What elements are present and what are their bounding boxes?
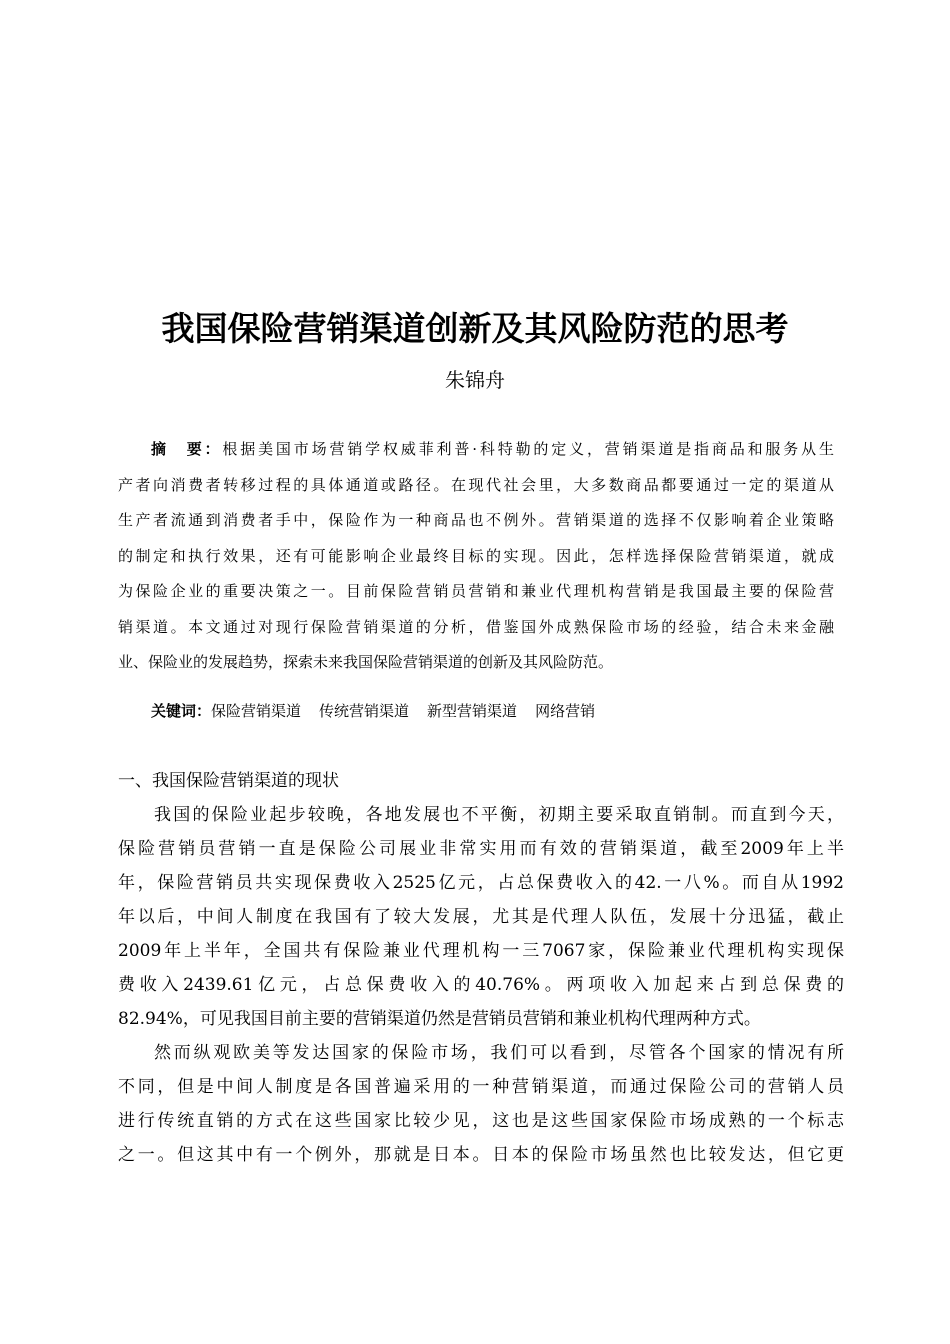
keywords-label: 关键词： bbox=[151, 702, 212, 720]
paragraph-line: 年，保险营销员共实现保费收入2525亿元，占总保费收入的42.一八%。而自从1992 bbox=[118, 873, 844, 893]
abstract-line: 产者向消费者转移过程的具体通道或路径。在现代社会里，大多数商品都要通过一定的渠道从 bbox=[118, 475, 834, 494]
abstract-line bbox=[118, 438, 834, 474]
paragraph-line: 82.94%，可见我国目前主要的营销渠道仍然是营销员营销和兼业机构代理两种方式。 bbox=[118, 1009, 761, 1029]
body-text bbox=[118, 802, 844, 1176]
paragraph-line: 之一。但这其中有一个例外，那就是日本。日本的保险市场虽然也比较发达，但它更 bbox=[118, 1145, 844, 1165]
abstract-line: 销渠道。本文通过对现行保险营销渠道的分析，借鉴国外成熟保险市场的经验，结合未来金融 bbox=[118, 617, 834, 636]
author-name: 朱锦舟 bbox=[445, 368, 505, 392]
section-heading: 一、我国保险营销渠道的现状 bbox=[118, 771, 339, 791]
abstract-line: 为保险企业的重要决策之一。目前保险营销员营销和兼业代理机构营销是我国最主要的保险营 bbox=[118, 582, 834, 600]
keyword: 新型营销渠道 bbox=[427, 702, 518, 720]
paragraph-line: 进行传统直销的方式在这些国家比较少见，这也是这些国家保险市场成熟的一个标志 bbox=[118, 1111, 844, 1131]
paragraph-line: 年以后，中间人制度在我国有了较大发展，尤其是代理人队伍，发展十分迅猛，截止 bbox=[118, 907, 844, 927]
abstract-line: 的制定和执行效果，还有可能影响企业最终目标的实现。因此，怎样选择保险营销渠道，就成 bbox=[118, 546, 834, 565]
keyword: 保险营销渠道 bbox=[211, 702, 302, 720]
paragraph-line: 2009年上半年，全国共有保险兼业代理机构一三7067家，保险兼业代理机构实现保 bbox=[118, 941, 844, 961]
paragraph-line: 费收入2439.61亿元，占总保费收入的40.76%。两项收入加起来占到总保费的 bbox=[118, 975, 844, 995]
abstract-line: 生产者流通到消费者手中，保险作为一种商品也不例外。营销渠道的选择不仅影响着企业策略 bbox=[118, 511, 834, 529]
keywords bbox=[151, 700, 613, 722]
paragraph-line: 我国的保险业起步较晚，各地发展也不平衡，初期主要采取直销制。而直到今天， bbox=[154, 805, 844, 825]
paragraph-line: 然而纵观欧美等发达国家的保险市场，我们可以看到，尽管各个国家的情况有所 bbox=[154, 1043, 844, 1063]
paragraph-line: 不同，但是中间人制度是各国普遍采用的一种营销渠道，而通过保险公司的营销人员 bbox=[118, 1077, 844, 1097]
keyword: 网络营销 bbox=[535, 702, 596, 720]
abstract-line: 业、保险业的发展趋势，探索未来我国保险营销渠道的创新及其风险防范。 bbox=[118, 653, 614, 671]
abstract-label: 摘 要： bbox=[151, 440, 223, 458]
document-title: 我国保险营销渠道创新及其风险防范的思考 bbox=[161, 309, 789, 348]
abstract-text: 根据美国市场营销学权威菲利普·科特勒的定义，营销渠道是指商品和服务从生 bbox=[222, 440, 834, 458]
keyword: 传统营销渠道 bbox=[319, 702, 410, 720]
abstract bbox=[118, 438, 834, 687]
paragraph-line: 保险营销员营销一直是保险公司展业非常实用而有效的营销渠道，截至2009年上半 bbox=[118, 839, 844, 859]
